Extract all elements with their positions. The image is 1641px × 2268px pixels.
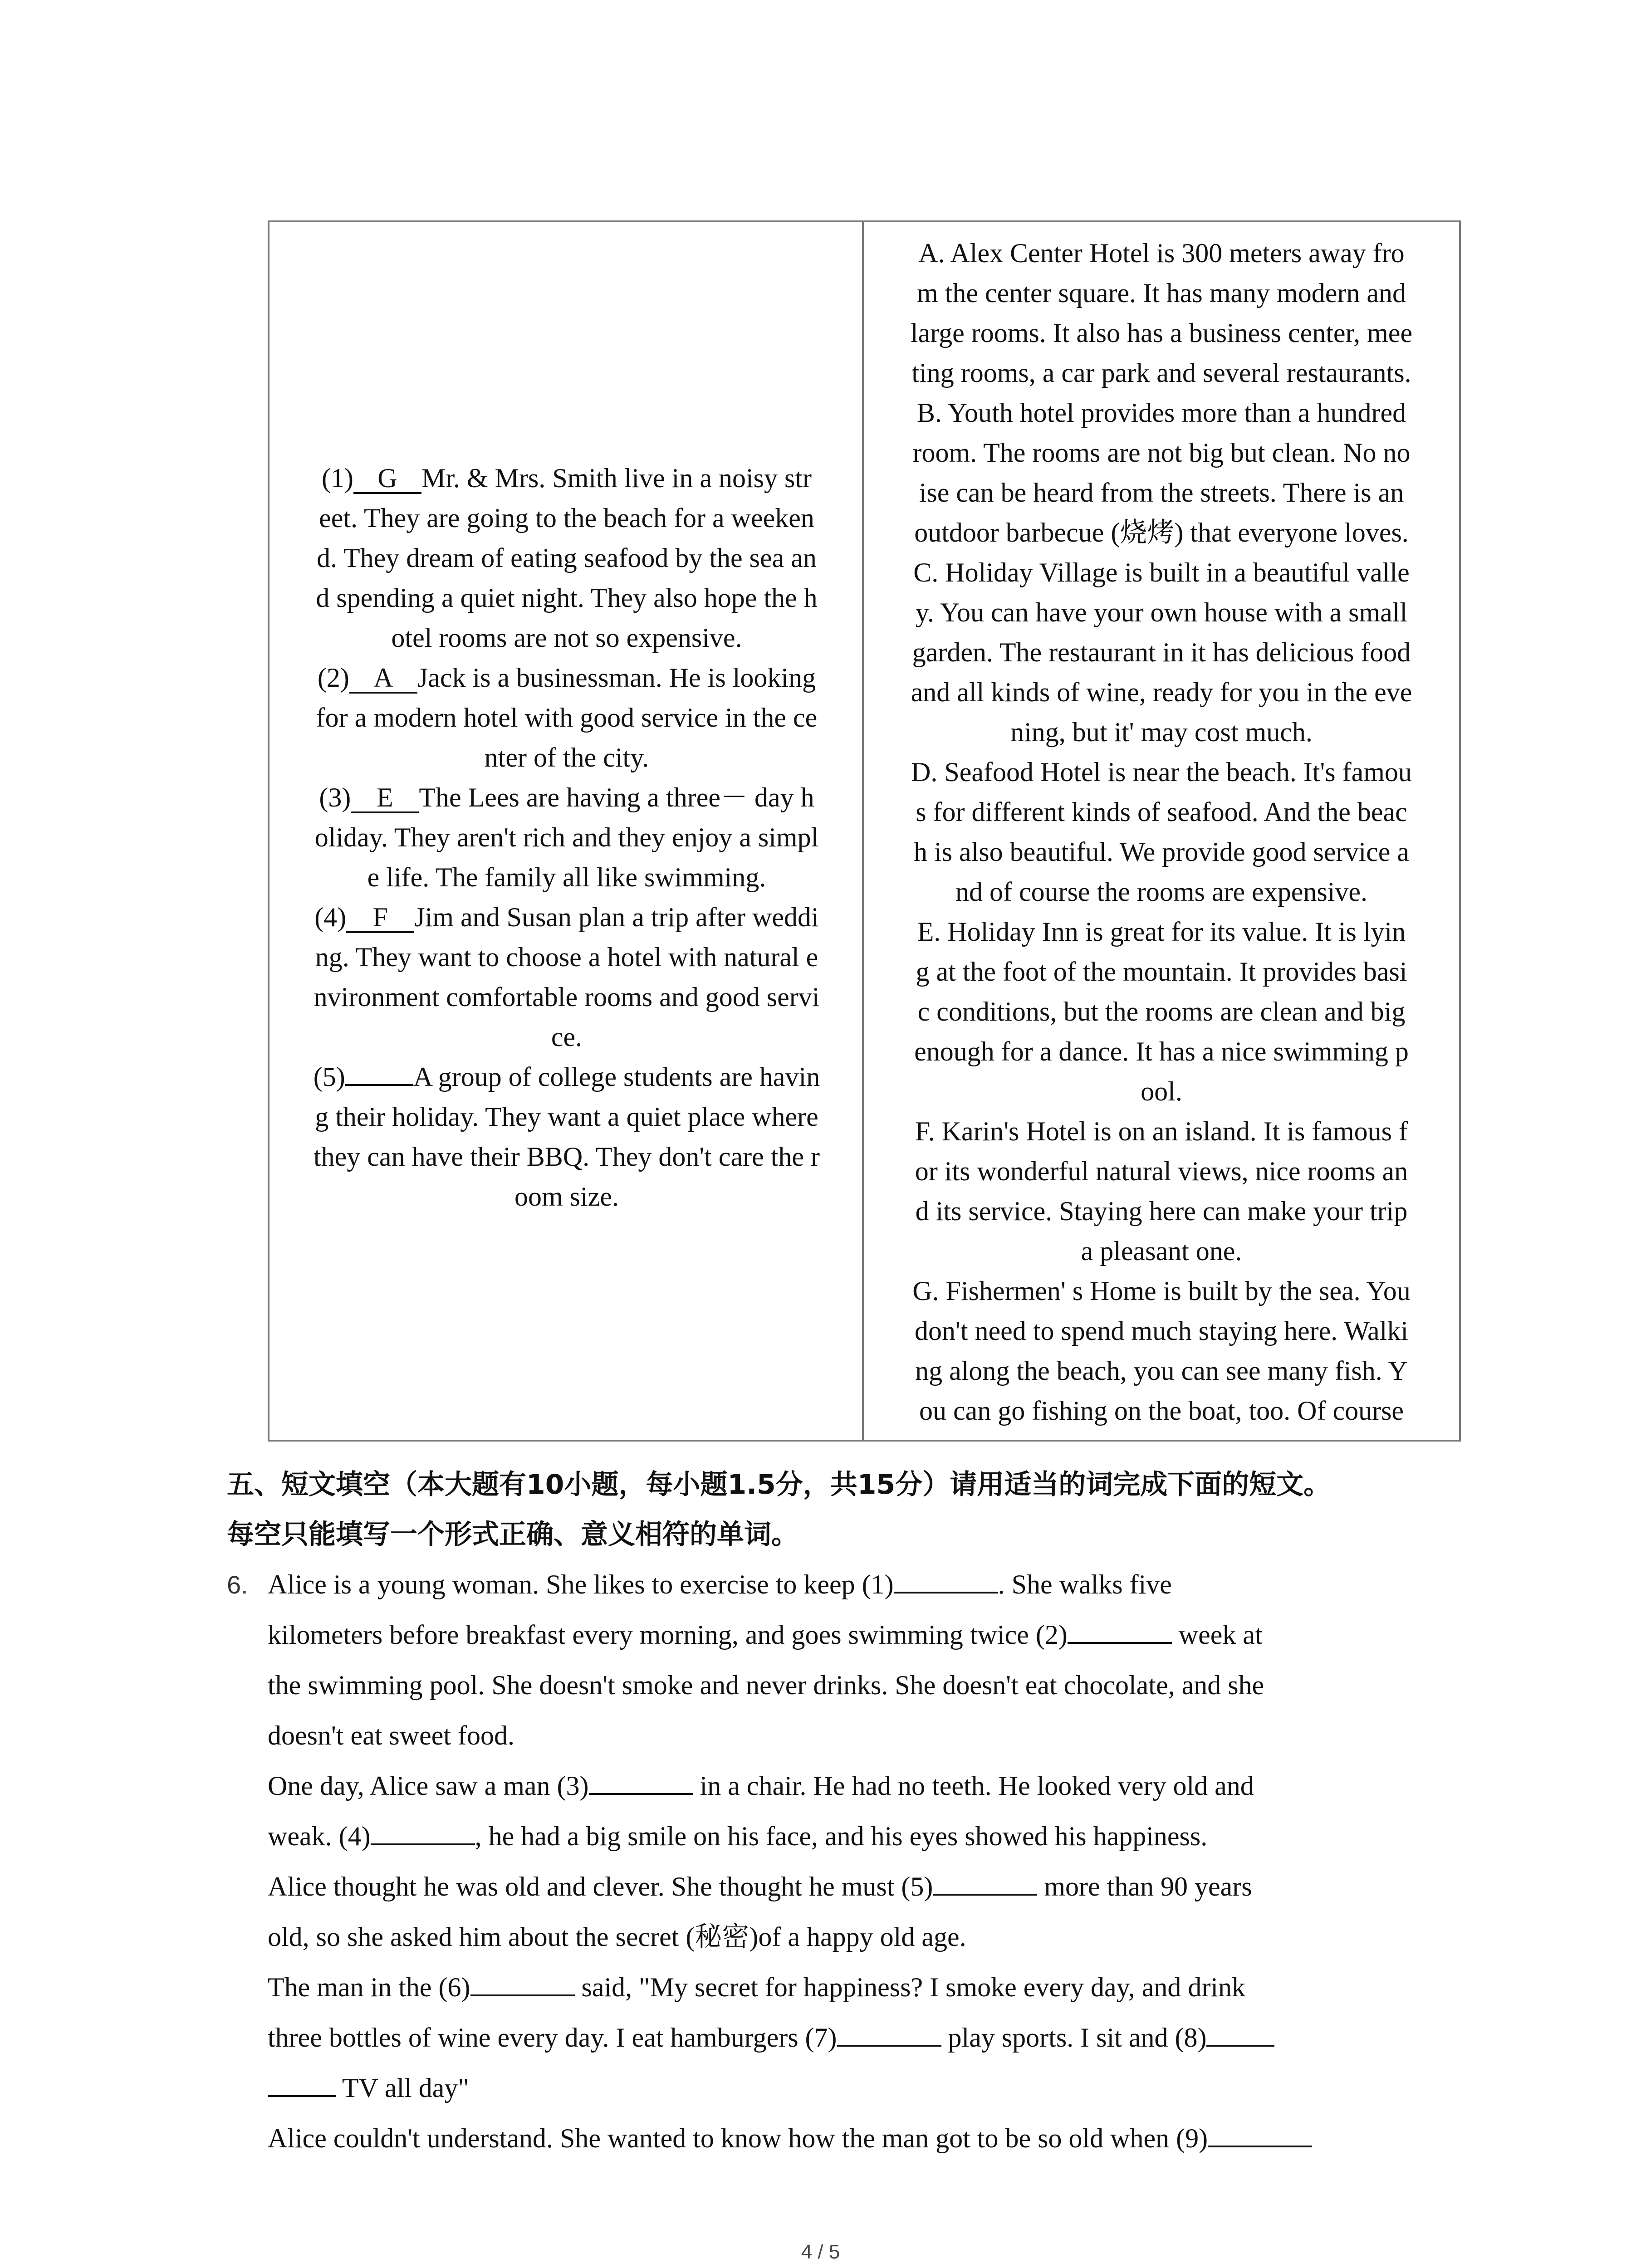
question-line	[280, 1177, 853, 1217]
question-text: d. They dream of eating seafood by the sea an	[317, 543, 817, 573]
option-line: nd of course the rooms are expensive.	[955, 877, 1368, 907]
passage-line: the swimming pool. She doesn't smoke and never drinks. She doesn't eat chocolate, and she	[268, 1670, 1264, 1700]
question-text: g their holiday. They want a quiet place where	[315, 1102, 818, 1132]
answer-blank[interactable]	[470, 1970, 575, 1996]
passage-line: kilometers before breakfast every morning, and goes swimming twice (2) week at	[227, 1610, 1488, 1660]
question-text: d spending a quiet night. They also hope the h	[316, 583, 818, 613]
option-line: ning, but it' may cost much.	[1010, 717, 1313, 747]
question-number: (4)	[314, 902, 347, 932]
option-line: garden. The restaurant in it has delicious food	[912, 637, 1411, 667]
option-line: G. Fishermen' s Home is built by the sea. You	[912, 1276, 1411, 1306]
answer-blank[interactable]	[589, 1769, 693, 1795]
question-line	[280, 857, 853, 897]
question-line	[280, 1017, 853, 1057]
passage-line: 6. Alice is a young woman. She likes to exercise to keep (1) . She walks five	[227, 1559, 1488, 1610]
question-line	[280, 618, 853, 658]
question-line	[280, 1057, 853, 1097]
option-line: room. The rooms are not big but clean. No no	[912, 438, 1411, 468]
section-title	[227, 1460, 1488, 1559]
answer-blank[interactable]	[837, 2020, 941, 2047]
question-line	[280, 578, 853, 618]
answer-blank[interactable]: E	[351, 783, 419, 813]
matching-table	[268, 220, 1461, 1442]
option-line: g at the foot of the mountain. It provides basi	[916, 957, 1407, 987]
option-line: ting rooms, a car park and several restaurants.	[911, 358, 1411, 388]
option-line: or its wonderful natural views, nice rooms an	[915, 1156, 1408, 1186]
option-line: a pleasant one.	[1081, 1236, 1242, 1266]
question-number: (1)	[321, 463, 353, 493]
answer-blank[interactable]: F	[346, 903, 414, 933]
question-line	[280, 1137, 853, 1177]
question-text: oom size.	[514, 1182, 619, 1212]
passage-line: doesn't eat sweet food.	[268, 1721, 514, 1750]
question-text: oliday. They aren't rich and they enjoy a simpl	[314, 822, 819, 852]
question-line	[280, 977, 853, 1017]
option-line: and all kinds of wine, ready for you in the eve	[911, 677, 1412, 707]
question-line	[280, 817, 853, 857]
question-line	[280, 937, 853, 977]
question-text: otel rooms are not so expensive.	[391, 623, 742, 653]
passage-line: The man in the (6) said, "My secret for happiness? I smoke every day, and drink	[227, 1962, 1488, 2013]
page-number: 4 / 5	[801, 2241, 840, 2263]
option-line: h is also beautiful. We provide good service a	[913, 837, 1410, 867]
question-number: 6.	[227, 1570, 248, 1599]
passage-line: three bottles of wine every day. I eat hamburgers (7) play sports. I sit and (8)	[227, 2013, 1488, 2063]
answer-blank[interactable]	[1208, 2121, 1312, 2147]
option-line: ou can go fishing on the boat, too. Of course	[919, 1396, 1404, 1426]
answer-blank[interactable]	[371, 1819, 475, 1845]
passage-line: One day, Alice saw a man (3) in a chair. He had no teeth. He looked very old and	[227, 1761, 1488, 1811]
answer-blank[interactable]	[933, 1869, 1037, 1896]
answer-blank[interactable]: G	[353, 464, 421, 494]
option-line: D. Seafood Hotel is near the beach. It's famou	[911, 757, 1412, 787]
option-line: C. Holiday Village is built in a beautiful valle	[913, 557, 1410, 587]
question-text: Jim and Susan plan a trip after weddi	[414, 902, 819, 932]
question-line	[280, 498, 853, 538]
question-line	[280, 777, 853, 817]
question-text: they can have their BBQ. They don't care the r	[314, 1142, 820, 1172]
answer-blank[interactable]	[345, 1084, 413, 1086]
passage-line: TV all day"	[227, 2063, 1488, 2113]
answer-blank[interactable]	[1068, 1618, 1172, 1644]
question-line	[280, 538, 853, 578]
question-text: A group of college students are havin	[413, 1062, 820, 1092]
question-number: (5)	[313, 1062, 345, 1092]
question-line	[280, 738, 853, 777]
option-line: ng along the beach, you can see many fish. Y	[915, 1356, 1408, 1386]
question-text: nvironment comfortable rooms and good servi	[314, 982, 820, 1012]
option-line: ool.	[1141, 1076, 1182, 1106]
question-text: Mr. & Mrs. Smith live in a noisy str	[421, 463, 812, 493]
answer-blank[interactable]	[894, 1567, 998, 1593]
option-line: outdoor barbecue (烧烤) that everyone loves.	[914, 518, 1409, 547]
passage-line: old, so she asked him about the secret (秘密)of a happy old age.	[268, 1922, 966, 1952]
question-text: e life. The family all like swimming.	[367, 862, 766, 892]
question-text: eet. They are going to the beach for a weeken	[319, 503, 814, 533]
question-text: ng. They want to choose a hotel with natural e	[315, 942, 818, 972]
option-line: large rooms. It also has a business center, mee	[910, 318, 1413, 348]
cloze-passage	[227, 1559, 1488, 2164]
answer-blank[interactable]: A	[349, 664, 417, 694]
passage-line: Alice couldn't understand. She wanted to know how the man got to be so old when (9)	[227, 2113, 1488, 2164]
option-line: ise can be heard from the streets. There is an	[919, 478, 1404, 508]
table-divider	[862, 222, 864, 1440]
answer-blank[interactable]	[1206, 2020, 1274, 2047]
question-line	[280, 658, 853, 698]
question-line	[280, 698, 853, 738]
option-line: B. Youth hotel provides more than a hundred	[916, 398, 1406, 428]
option-line: m the center square. It has many modern and	[917, 278, 1406, 308]
option-line: E. Holiday Inn is great for its value. It is lyin	[917, 917, 1406, 947]
answer-blank[interactable]	[268, 2071, 336, 2097]
option-line: c conditions, but the rooms are clean and big	[917, 997, 1406, 1026]
question-text: ce.	[551, 1022, 583, 1052]
question-number: (2)	[317, 663, 349, 693]
option-line: don't need to spend much staying here. Walki	[915, 1316, 1408, 1346]
question-text: The Lees are having a three－ day h	[419, 782, 814, 812]
option-line: y. You can have your own house with a small	[915, 597, 1408, 627]
section-title-line: 五、短文填空（本大题有10小题，每小题1.5分，共15分）请用适当的词完成下面的短文。	[227, 1469, 1331, 1501]
section-title-line: 每空只能填写一个形式正确、意义相符的单词。	[227, 1519, 798, 1550]
question-text: nter of the city.	[484, 743, 649, 772]
question-text: for a modern hotel with good service in the ce	[316, 703, 818, 733]
option-line: A. Alex Center Hotel is 300 meters away fro	[918, 238, 1405, 268]
option-line: d its service. Staying here can make your trip	[915, 1196, 1408, 1226]
passage-line: Alice thought he was old and clever. She thought he must (5) more than 90 years	[227, 1862, 1488, 1912]
questions-column	[280, 458, 853, 1217]
question-text: Jack is a businessman. He is looking	[417, 663, 816, 693]
question-line	[280, 458, 853, 498]
options-column	[871, 233, 1452, 1432]
question-line	[280, 1097, 853, 1137]
option-line: s for different kinds of seafood. And the beac	[916, 797, 1407, 827]
option-line: F. Karin's Hotel is on an island. It is famous f	[915, 1116, 1408, 1146]
question-number: (3)	[319, 782, 351, 812]
passage-line: weak. (4) , he had a big smile on his face, and his eyes showed his happiness.	[227, 1811, 1488, 1862]
option-line: enough for a dance. It has a nice swimming p	[914, 1036, 1409, 1066]
question-line	[280, 897, 853, 937]
